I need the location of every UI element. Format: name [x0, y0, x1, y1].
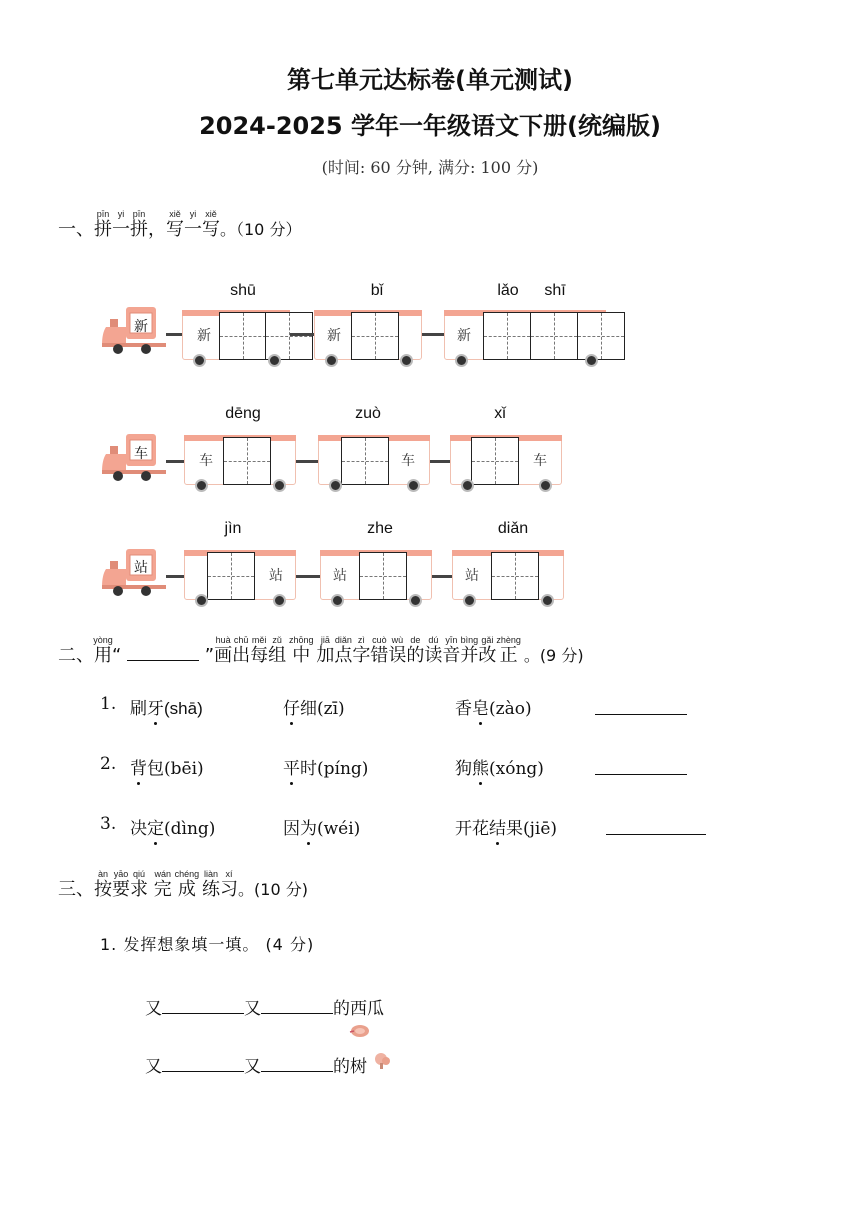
char: 出 — [232, 645, 251, 666]
coupler — [166, 333, 182, 336]
row-1-num: 1. — [100, 694, 117, 714]
pinyin: yāo — [112, 869, 130, 879]
car-label: 车 — [401, 453, 415, 469]
pinyin: wù — [388, 635, 407, 645]
punct: ” — [204, 645, 215, 666]
char: 写 — [202, 219, 220, 240]
car-label: 站 — [465, 568, 479, 584]
row-3-item-b — [283, 814, 360, 839]
char: 成 — [174, 879, 200, 900]
pinyin-zhe: zhe — [367, 520, 393, 537]
char: 习 — [220, 879, 239, 900]
char: 因 — [283, 819, 300, 839]
char: 组 — [268, 645, 287, 666]
char: 写 — [166, 219, 184, 240]
fill-blank[interactable] — [162, 1055, 244, 1072]
row-2-item-c — [455, 754, 544, 779]
pinyin: zhōng — [289, 635, 314, 645]
char: 又 — [145, 1057, 162, 1077]
pinyin-bi: bǐ — [370, 282, 384, 299]
pinyin: àn — [94, 869, 112, 879]
char: 中 — [289, 645, 314, 666]
pinyin: chéng — [174, 869, 200, 879]
char: 误 — [388, 645, 407, 666]
char: 拼 — [94, 219, 112, 240]
answer-line[interactable] — [595, 754, 687, 775]
writing-grid[interactable] — [341, 437, 389, 485]
char: 狗 — [455, 759, 472, 779]
fill-row-2 — [145, 1052, 367, 1077]
pinyin: pīn — [130, 209, 148, 219]
char: 一 — [184, 219, 202, 240]
pinyin: yòng — [93, 635, 113, 645]
char: 错 — [370, 645, 389, 666]
train-car — [184, 550, 296, 600]
char: 改 — [478, 645, 497, 666]
page-title: 第七单元达标卷(单元测试) — [287, 66, 573, 94]
punct: “ — [112, 645, 122, 666]
dotted-char: 背 — [130, 759, 147, 779]
fill-blank[interactable] — [261, 997, 333, 1014]
car-label: 站 — [333, 568, 347, 584]
char: 正 — [496, 645, 521, 666]
answer-line[interactable] — [606, 814, 706, 835]
dotted-char: 平 — [283, 759, 300, 779]
pinyin-shu: shū — [230, 282, 256, 299]
train-car — [184, 435, 296, 485]
page-subtitle-grade: 2024-2025 学年一年级语文下册(统编版) — [199, 112, 661, 140]
engine-label: 新 — [134, 319, 148, 335]
char: 练 — [202, 879, 221, 900]
row-3-item-c — [455, 814, 557, 839]
pinyin: jiā — [316, 635, 335, 645]
pinyin: xí — [220, 869, 238, 879]
pinyin: zì — [352, 635, 371, 645]
pinyin: zǔ — [268, 635, 287, 645]
row-2-item-b — [283, 754, 368, 779]
row-1-item-c — [455, 694, 532, 719]
pinyin: zhèng — [496, 635, 521, 645]
phrase-end: 的西瓜 — [333, 999, 384, 1019]
pinyin-dian: diǎn — [497, 520, 529, 537]
pinyin: pīn — [94, 209, 112, 219]
pinyin-zuo: zuò — [355, 405, 381, 422]
dotted-char: 牙 — [147, 699, 164, 719]
dotted-char: 为 — [300, 819, 317, 839]
char: 并 — [460, 645, 479, 666]
char: 音 — [442, 645, 461, 666]
pinyin: (shā) — [164, 699, 203, 718]
pinyin-jin: jìn — [224, 520, 242, 537]
pinyin: yi — [184, 209, 202, 219]
dotted-char: 熊 — [472, 759, 489, 779]
pinyin: de — [406, 635, 425, 645]
section2-heading — [58, 636, 584, 667]
char: 求 — [130, 879, 148, 900]
section-number: 二、 — [58, 645, 94, 666]
pinyin-deng: dēng — [225, 405, 261, 422]
char: 又 — [244, 999, 261, 1019]
char: 要 — [112, 879, 130, 900]
pinyin: gǎi — [478, 635, 497, 645]
watermelon-icon — [348, 1022, 370, 1038]
train-car — [452, 550, 564, 600]
writing-grid[interactable] — [223, 437, 271, 485]
car-label: 站 — [269, 568, 283, 584]
writing-grid[interactable] — [207, 552, 255, 600]
char: 一 — [112, 219, 130, 240]
subquestion-1: 1. 发挥想象填一填。 (4 分) — [100, 935, 315, 954]
char: 拼 — [130, 219, 148, 240]
points: 。(10 分) — [238, 880, 308, 899]
pinyin: liàn — [202, 869, 220, 879]
writing-grid[interactable] — [219, 312, 267, 360]
row-2-num: 2. — [100, 754, 117, 774]
train-car — [444, 310, 606, 360]
char: 又 — [145, 999, 162, 1019]
train-car — [182, 310, 290, 360]
char: 又 — [244, 1057, 261, 1077]
pinyin: 果(jiē) — [506, 819, 558, 839]
section3-heading — [58, 870, 308, 901]
writing-grid[interactable] — [265, 312, 313, 360]
fill-row-1 — [145, 994, 384, 1019]
phrase-end: 的树 — [333, 1057, 367, 1077]
pinyin-shi: shī — [544, 282, 566, 299]
pinyin: (dìng) — [164, 819, 216, 839]
char: 字 — [352, 645, 371, 666]
char: 的 — [406, 645, 425, 666]
dotted-char: 定 — [147, 819, 164, 839]
pinyin: (zào) — [489, 699, 532, 719]
pinyin: yi — [112, 209, 130, 219]
dotted-char: 仔 — [283, 699, 300, 719]
car-label: 车 — [199, 453, 213, 469]
answer-line[interactable] — [595, 694, 687, 715]
pinyin: měi — [250, 635, 269, 645]
char: 时(píng) — [300, 759, 369, 779]
char: 用 — [93, 645, 113, 666]
pinyin: wán — [153, 869, 172, 879]
row-3-item-a — [130, 814, 215, 839]
pinyin: bìng — [460, 635, 479, 645]
underline-symbol — [127, 646, 199, 661]
car-label: 车 — [533, 453, 547, 469]
char: 包(bēi) — [147, 759, 204, 779]
pinyin: chū — [232, 635, 251, 645]
pinyin-xi: xǐ — [494, 405, 506, 422]
row-2-item-a — [130, 754, 204, 779]
pinyin: dú — [424, 635, 443, 645]
pinyin: qiú — [130, 869, 148, 879]
char: 香 — [455, 699, 472, 719]
char: 加 — [316, 645, 335, 666]
char: 决 — [130, 819, 147, 839]
char: 点 — [334, 645, 353, 666]
dotted-char: 结 — [489, 819, 506, 839]
engine-label: 站 — [134, 560, 148, 576]
char: 刷 — [130, 699, 147, 719]
pinyin: xiě — [166, 209, 184, 219]
points: 。(9 分) — [523, 646, 584, 665]
tree-icon — [372, 1052, 392, 1070]
car-label: 新 — [197, 328, 211, 344]
engine-label: 车 — [134, 446, 148, 462]
char: 读 — [424, 645, 443, 666]
char: 按 — [94, 879, 112, 900]
pinyin: xiě — [202, 209, 220, 219]
section-number: 三、 — [58, 879, 94, 900]
char: 每 — [250, 645, 269, 666]
writing-grid[interactable] — [483, 312, 531, 360]
fill-blank[interactable] — [162, 997, 244, 1014]
writing-grid[interactable] — [351, 312, 399, 360]
car-label: 新 — [327, 328, 341, 344]
punct: ， — [148, 219, 166, 240]
writing-grid[interactable] — [471, 437, 519, 485]
char: 画 — [214, 645, 233, 666]
pinyin-lao: lǎo — [497, 282, 519, 299]
train-car — [320, 550, 432, 600]
char: 开花 — [455, 819, 489, 839]
writing-grid[interactable] — [491, 552, 539, 600]
pinyin: diǎn — [334, 635, 353, 645]
row-1-item-b — [283, 694, 345, 719]
train-car — [314, 310, 422, 360]
pinyin: (xóng) — [489, 759, 544, 779]
row-3-num: 3. — [100, 814, 117, 834]
pinyin: yīn — [442, 635, 461, 645]
exam-time-score: (时间: 60 分钟, 满分: 100 分) — [321, 158, 539, 177]
pinyin: (wéi) — [317, 819, 361, 839]
fill-blank[interactable] — [261, 1055, 333, 1072]
section-number: 一、 — [58, 219, 94, 240]
points: 。（10 分） — [220, 220, 302, 239]
dotted-char: 皂 — [472, 699, 489, 719]
pinyin: cuò — [370, 635, 389, 645]
char: 细(zī) — [300, 699, 345, 719]
writing-grid[interactable] — [359, 552, 407, 600]
train-car — [318, 435, 430, 485]
pinyin: huà — [214, 635, 233, 645]
char: 完 — [153, 879, 172, 900]
car-label: 新 — [457, 328, 471, 344]
section1-heading — [58, 210, 301, 241]
train-car — [450, 435, 562, 485]
row-1-item-a — [130, 694, 203, 719]
writing-grid[interactable] — [530, 312, 578, 360]
